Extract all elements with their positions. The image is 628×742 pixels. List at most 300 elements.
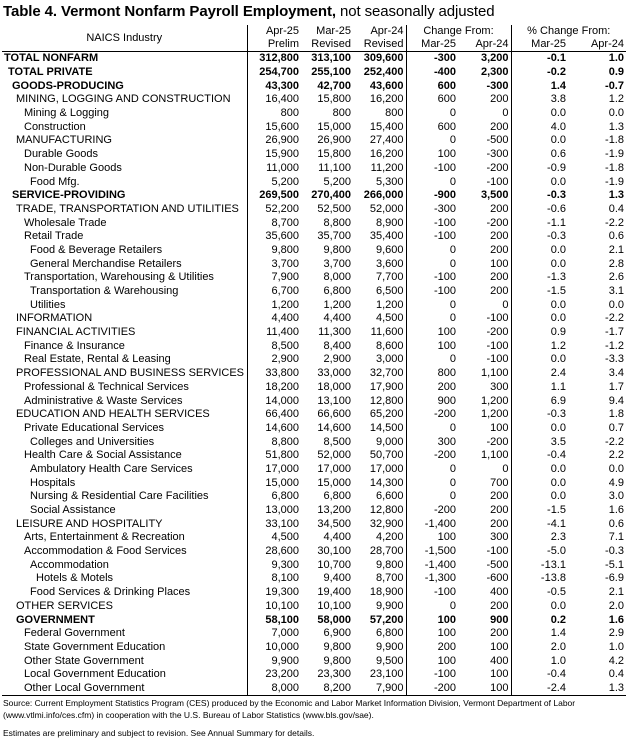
change-apr24-value: 200 (458, 271, 511, 285)
table-row (2, 339, 626, 353)
mar25-value: 19,400 (317, 586, 351, 599)
pct-mar25-value: -0.6 (547, 202, 566, 215)
industry-label: Wholesale Trade (2, 216, 247, 230)
pct-mar25-value: -0.2 (547, 66, 566, 79)
industry-label: Nursing & Residential Care Facilities (2, 490, 247, 504)
apr24-value: 32,900 (353, 517, 406, 531)
mar25-value: 8,000 (323, 271, 351, 284)
pct-apr24-value: 0.7 (608, 421, 624, 434)
pct-mar25-value: 1.0 (550, 654, 566, 667)
apr25-value: 9,300 (271, 558, 299, 571)
change-apr24-value: 200 (458, 490, 511, 504)
mar25-value: 14,600 (317, 421, 351, 434)
pct-apr24-value: -2.2 (605, 216, 624, 229)
industry-label: PROFESSIONAL AND BUSINESS SERVICES (2, 367, 247, 381)
change-apr24-value: 1,200 (458, 408, 511, 422)
pct-apr24-value: 2.9 (608, 627, 624, 640)
pct-apr24-value: 0.4 (608, 668, 624, 681)
apr24-value: 9,900 (353, 600, 406, 614)
mar25-value: 35,700 (317, 230, 351, 243)
apr25-value: 11,400 (266, 326, 299, 339)
apr24-value: 9,500 (353, 654, 406, 668)
apr25-value: 52,200 (265, 202, 299, 215)
industry-label: GOODS-PRODUCING (2, 79, 247, 93)
table-row (2, 668, 626, 682)
table-row (2, 504, 626, 518)
pct-mar25-value: 0.0 (550, 243, 566, 256)
mar25-value: 4,400 (323, 312, 351, 325)
table-row (2, 449, 626, 463)
apr25-value: 3,700 (271, 257, 299, 270)
apr25-value: 15,000 (265, 476, 299, 489)
pct-apr24-value: 2.2 (608, 449, 624, 462)
pct-mar25-value: 0.0 (550, 421, 566, 434)
table-row (2, 148, 626, 162)
change-mar25-value: -200 (433, 504, 456, 517)
mar25-value: 2,900 (323, 353, 351, 366)
apr24-value: 35,400 (353, 230, 406, 244)
pct-apr24-value: 9.4 (608, 394, 624, 407)
table-row (2, 203, 626, 217)
apr25-value: 4,500 (271, 531, 299, 544)
apr24-value: 16,200 (353, 93, 406, 107)
apr25-value: 8,700 (271, 216, 299, 229)
industry-label: Durable Goods (2, 148, 247, 162)
pct-sub-apr24: Apr-24 (590, 38, 624, 50)
apr24-value: 12,800 (353, 394, 406, 408)
table-row (2, 353, 626, 367)
apr24-value: 6,800 (353, 627, 406, 641)
pct-apr24-value: 4.9 (608, 476, 624, 489)
apr24-value: 8,600 (353, 339, 406, 353)
apr24-value: 14,500 (353, 422, 406, 436)
pct-mar25-value: 2.0 (550, 640, 566, 653)
pct-mar25-value: -0.1 (547, 52, 566, 65)
table-row (2, 394, 626, 408)
apr24-value: 16,200 (353, 148, 406, 162)
change-apr24-value: 0 (458, 107, 511, 121)
change-mar25-value: -200 (406, 682, 458, 696)
change-mar25-value: 0 (449, 298, 456, 311)
industry-label: SERVICE-PROVIDING (2, 189, 247, 203)
pct-mar25-value: -0.3 (547, 189, 566, 202)
table-row (2, 93, 626, 107)
apr25-value: 9,800 (271, 243, 299, 256)
pct-mar25-value: -0.3 (547, 230, 566, 243)
change-apr24-value: 1,100 (458, 449, 511, 463)
industry-label: Professional & Technical Services (2, 381, 247, 395)
change-mar25-value: 0 (449, 490, 456, 503)
apr24-value: 252,400 (353, 66, 406, 80)
pct-apr24-value: 1.8 (608, 408, 624, 421)
col-sub-revised-2: Revised (353, 38, 406, 52)
change-mar25-value: 900 (437, 394, 456, 407)
change-apr24-value: 200 (458, 504, 511, 518)
apr25-value: 312,800 (259, 52, 299, 65)
apr24-value: 7,900 (353, 682, 406, 696)
table-title (3, 3, 494, 20)
change-mar25-value: 100 (437, 654, 456, 667)
pct-apr24-value: -0.3 (605, 545, 624, 558)
pct-mar25-value: -0.3 (547, 408, 566, 421)
change-mar25-value: -900 (433, 189, 456, 202)
pct-apr24-value: 0.4 (608, 202, 624, 215)
pct-sub-mar25: Mar-25 (531, 38, 566, 50)
table-row (2, 230, 626, 244)
mar25-value: 58,000 (317, 613, 351, 626)
apr24-value: 266,000 (353, 189, 406, 203)
change-mar25-value: 100 (437, 339, 456, 352)
change-mar25-value: -300 (433, 202, 456, 215)
change-apr24-value: 300 (458, 531, 511, 545)
pct-mar25-value: 2.3 (550, 531, 566, 544)
change-mar25-value: 0 (449, 353, 456, 366)
mar25-value: 33,000 (317, 367, 351, 380)
change-mar25-value: 100 (437, 613, 456, 626)
change-mar25-value: 0 (449, 107, 456, 120)
pct-mar25-value: -1.5 (547, 285, 566, 298)
pct-mar25-value: 0.0 (550, 298, 566, 311)
pct-apr24-value: -1.2 (605, 339, 624, 352)
change-mar25-value: 600 (437, 93, 456, 106)
apr24-value: 6,600 (353, 490, 406, 504)
pct-mar25-value: 1.2 (550, 339, 566, 352)
pct-apr24-value: 1.6 (608, 613, 624, 626)
mar25-value: 255,100 (311, 66, 351, 79)
change-mar25-value: 0 (449, 257, 456, 270)
pct-mar25-value: -0.4 (547, 668, 566, 681)
change-apr24-value: 400 (458, 654, 511, 668)
apr25-value: 15,600 (265, 120, 299, 133)
change-mar25-value: 800 (437, 367, 456, 380)
change-mar25-value: 0 (449, 134, 456, 147)
industry-label: Arts, Entertainment & Recreation (2, 531, 247, 545)
apr24-value: 309,600 (353, 52, 406, 66)
industry-label: INFORMATION (2, 312, 247, 326)
apr25-value: 14,600 (265, 421, 299, 434)
pct-mar25-value: -0.9 (547, 161, 566, 174)
change-sub-apr24: Apr-24 (458, 38, 511, 52)
change-apr24-value: 100 (458, 422, 511, 436)
apr25-value: 8,000 (247, 682, 301, 696)
apr24-value: 18,900 (353, 586, 406, 600)
apr24-value: 9,000 (353, 435, 406, 449)
mar25-value: 9,800 (323, 640, 351, 653)
change-mar25-value: 0 (449, 175, 456, 188)
change-apr24-value: 200 (458, 627, 511, 641)
apr24-value: 4,200 (353, 531, 406, 545)
apr25-value: 800 (280, 107, 299, 120)
mar25-value: 8,800 (323, 216, 351, 229)
pct-apr24-value: 3.4 (608, 367, 624, 380)
pct-apr24-value: 1.3 (608, 120, 624, 133)
change-mar25-value: -1,500 (424, 545, 456, 558)
industry-label: Social Assistance (2, 504, 247, 518)
change-apr24-value: 100 (458, 257, 511, 271)
apr24-value: 23,100 (353, 668, 406, 682)
pct-mar25-value: -13.1 (540, 558, 566, 571)
industry-label: Private Educational Services (2, 422, 247, 436)
pct-apr24-value: 1.3 (608, 189, 624, 202)
apr25-value: 66,400 (265, 408, 299, 421)
pct-apr24-value: 0.6 (608, 230, 624, 243)
apr25-value: 4,400 (271, 312, 299, 325)
industry-label: MANUFACTURING (2, 134, 247, 148)
industry-label: Utilities (2, 298, 247, 312)
mar25-value: 13,100 (317, 394, 351, 407)
apr24-value: 11,600 (353, 326, 406, 340)
table-title-rest: not seasonally adjusted (335, 3, 495, 20)
mar25-value: 9,800 (323, 243, 351, 256)
pct-mar25-value: -1.3 (547, 271, 566, 284)
apr25-value: 23,200 (265, 668, 299, 681)
pct-apr24-value: 2.1 (608, 586, 624, 599)
apr25-value: 14,000 (265, 394, 299, 407)
apr25-value: 6,800 (271, 490, 299, 503)
change-apr24-value: -500 (458, 558, 511, 572)
table-row (2, 682, 626, 696)
apr24-value: 9,900 (353, 641, 406, 655)
change-mar25-value: 0 (449, 462, 456, 475)
pct-mar25-value: 2.4 (550, 367, 566, 380)
table-row (2, 134, 626, 148)
table-row (2, 257, 626, 271)
mar25-value: 8,500 (323, 435, 351, 448)
pct-apr24-value: 1.6 (608, 504, 624, 517)
apr25-value: 33,100 (265, 517, 299, 530)
mar25-value: 30,100 (317, 545, 351, 558)
table-row (2, 654, 626, 668)
table-row (2, 600, 626, 614)
pct-apr24-value: 1.2 (608, 93, 624, 106)
mar25-value: 5,200 (323, 175, 351, 188)
change-from-header: Change From: (406, 25, 511, 38)
change-mar25-value: 0 (449, 599, 456, 612)
change-apr24-value: 0 (458, 298, 511, 312)
change-apr24-value: 200 (458, 93, 511, 107)
table-row (2, 422, 626, 436)
table-row (2, 490, 626, 504)
mar25-value: 18,000 (317, 380, 351, 393)
pct-apr24-value: 4.2 (608, 654, 624, 667)
apr24-value: 3,000 (353, 353, 406, 367)
apr25-value: 51,800 (265, 449, 299, 462)
change-apr24-value: -500 (458, 134, 511, 148)
pct-apr24-value: 0.0 (608, 462, 624, 475)
mar25-value: 42,700 (317, 79, 351, 92)
mar25-value: 15,800 (317, 148, 351, 161)
pct-mar25-value: 0.2 (550, 613, 566, 626)
table-row (2, 572, 626, 586)
mar25-value: 313,100 (311, 52, 351, 65)
change-apr24-value: -200 (458, 435, 511, 449)
naics-industry-header: NAICS Industry (2, 25, 247, 52)
industry-label: Mining & Logging (2, 107, 247, 121)
apr25-value: 17,000 (265, 462, 299, 475)
mar25-value: 15,000 (317, 120, 351, 133)
table-row (2, 476, 626, 490)
industry-label: Food Mfg. (2, 175, 247, 189)
pct-apr24-value: -0.7 (605, 79, 624, 92)
change-apr24-value: 3,500 (458, 189, 511, 203)
change-apr24-value: 100 (458, 682, 511, 696)
pct-apr24-value: 2.1 (608, 243, 624, 256)
mar25-value: 66,600 (317, 408, 351, 421)
table-row (2, 545, 626, 559)
mar25-value: 17,000 (317, 462, 351, 475)
change-mar25-value: 100 (437, 627, 456, 640)
table-row (2, 189, 626, 203)
pct-apr24-value: 0.9 (608, 66, 624, 79)
change-apr24-value: 100 (458, 668, 511, 682)
change-apr24-value: 200 (458, 244, 511, 258)
mar25-value: 8,200 (301, 682, 353, 696)
mar25-value: 15,800 (317, 93, 351, 106)
change-apr24-value: 200 (458, 203, 511, 217)
change-mar25-value: 600 (437, 79, 456, 92)
change-mar25-value: 0 (449, 243, 456, 256)
pct-mar25-value: 3.5 (550, 435, 566, 448)
source-line-2: (www.vtlmi.info/ces.cfm) in cooperation with the U.S. Bureau of Labor Statistics (www.bls.gov/sae). (3, 710, 374, 720)
pct-apr24-value: 1.0 (608, 640, 624, 653)
pct-apr24-value: 0.0 (608, 298, 624, 311)
apr25-value: 10,000 (265, 640, 299, 653)
change-apr24-value: 400 (458, 586, 511, 600)
pct-apr24-value: -1.9 (605, 148, 624, 161)
change-apr24-value: 1,100 (458, 367, 511, 381)
mar25-value: 10,700 (317, 558, 351, 571)
pct-mar25-value: 0.0 (550, 476, 566, 489)
change-sub-mar25: Mar-25 (421, 38, 456, 50)
pct-apr24-value: 2.0 (608, 599, 624, 612)
change-apr24-value: 200 (458, 517, 511, 531)
pct-apr24-value: 2.6 (608, 271, 624, 284)
apr25-value: 13,000 (265, 504, 299, 517)
change-apr24-value: -100 (458, 175, 511, 189)
industry-label: State Government Education (2, 641, 247, 655)
mar25-value: 13,200 (317, 504, 351, 517)
table-row (2, 216, 626, 230)
change-mar25-value: -100 (433, 271, 456, 284)
apr24-value: 27,400 (353, 134, 406, 148)
pct-mar25-value: 0.0 (550, 599, 566, 612)
pct-mar25-value: 6.9 (550, 394, 566, 407)
mar25-value: 6,800 (323, 285, 351, 298)
change-mar25-value: -100 (433, 586, 456, 599)
industry-label: LEISURE AND HOSPITALITY (2, 517, 247, 531)
industry-label: Accommodation & Food Services (2, 545, 247, 559)
pct-apr24-value: -2.2 (605, 435, 624, 448)
pct-apr24-value: 3.1 (608, 285, 624, 298)
apr24-value: 28,700 (353, 545, 406, 559)
industry-label: TOTAL PRIVATE (2, 66, 247, 80)
table-row (2, 312, 626, 326)
change-mar25-value: -100 (433, 216, 456, 229)
mar25-value: 3,700 (323, 257, 351, 270)
change-mar25-value: 100 (437, 531, 456, 544)
change-apr24-value: 700 (458, 476, 511, 490)
mar25-value: 4,400 (323, 531, 351, 544)
apr24-value: 57,200 (353, 613, 406, 627)
pct-mar25-value: 0.0 (550, 175, 566, 188)
source-note (3, 697, 575, 721)
mar25-value: 6,800 (323, 490, 351, 503)
change-apr24-value: 200 (458, 285, 511, 299)
col-sub-revised-1: Revised (311, 38, 351, 50)
apr24-value: 5,300 (353, 175, 406, 189)
industry-label: Other State Government (2, 654, 247, 668)
apr25-value: 2,900 (271, 353, 299, 366)
apr25-value: 28,600 (265, 545, 299, 558)
industry-label: Local Government Education (2, 668, 247, 682)
apr24-value: 65,200 (353, 408, 406, 422)
apr25-value: 5,200 (271, 175, 299, 188)
change-apr24-value: -200 (458, 326, 511, 340)
apr24-value: 800 (353, 107, 406, 121)
table-row (2, 326, 626, 340)
change-apr24-value: -200 (458, 216, 511, 230)
apr25-value: 7,000 (271, 627, 299, 640)
pct-mar25-value: 0.0 (550, 462, 566, 475)
apr25-value: 9,900 (271, 654, 299, 667)
change-apr24-value: -100 (458, 545, 511, 559)
pct-mar25-value: 0.0 (550, 257, 566, 270)
change-apr24-value: 2,300 (458, 66, 511, 80)
change-apr24-value: -300 (458, 148, 511, 162)
change-apr24-value: 900 (458, 613, 511, 627)
apr24-value: 7,700 (353, 271, 406, 285)
pct-apr24-value: -5.1 (605, 558, 624, 571)
pct-apr24-value: 1.7 (608, 380, 624, 393)
apr25-value: 26,900 (265, 134, 299, 147)
industry-label: Hospitals (2, 476, 247, 490)
industry-label: GOVERNMENT (2, 613, 247, 627)
table-row (2, 79, 626, 93)
apr24-value: 17,000 (353, 463, 406, 477)
pct-apr24-value: 1.3 (568, 682, 626, 696)
change-mar25-value: -1,400 (424, 517, 456, 530)
industry-label: Food & Beverage Retailers (2, 244, 247, 258)
pct-apr24-value: -1.9 (605, 175, 624, 188)
apr24-value: 32,700 (353, 367, 406, 381)
change-apr24-value: -100 (458, 339, 511, 353)
table-row (2, 613, 626, 627)
industry-label: TOTAL NONFARM (2, 52, 247, 66)
change-apr24-value: -100 (458, 353, 511, 367)
apr24-value: 6,500 (353, 285, 406, 299)
pct-mar25-value: 1.4 (550, 627, 566, 640)
table-row (2, 641, 626, 655)
change-mar25-value: -100 (433, 230, 456, 243)
apr24-value: 4,500 (353, 312, 406, 326)
mar25-value: 10,100 (317, 599, 351, 612)
industry-label: Non-Durable Goods (2, 162, 247, 176)
change-apr24-value: -100 (458, 312, 511, 326)
apr24-value: 8,900 (353, 216, 406, 230)
industry-label: Hotels & Motels (2, 572, 247, 586)
pct-mar25-value: 0.0 (550, 490, 566, 503)
mar25-value: 9,800 (323, 654, 351, 667)
apr24-value: 52,000 (353, 203, 406, 217)
industry-label: EDUCATION AND HEALTH SERVICES (2, 408, 247, 422)
pct-mar25-value: -4.1 (547, 517, 566, 530)
table-row (2, 66, 626, 80)
apr24-value: 12,800 (353, 504, 406, 518)
apr25-value: 16,400 (265, 93, 299, 106)
pct-mar25-value: 3.8 (550, 93, 566, 106)
mar25-value: 34,500 (317, 517, 351, 530)
mar25-value: 52,000 (317, 449, 351, 462)
